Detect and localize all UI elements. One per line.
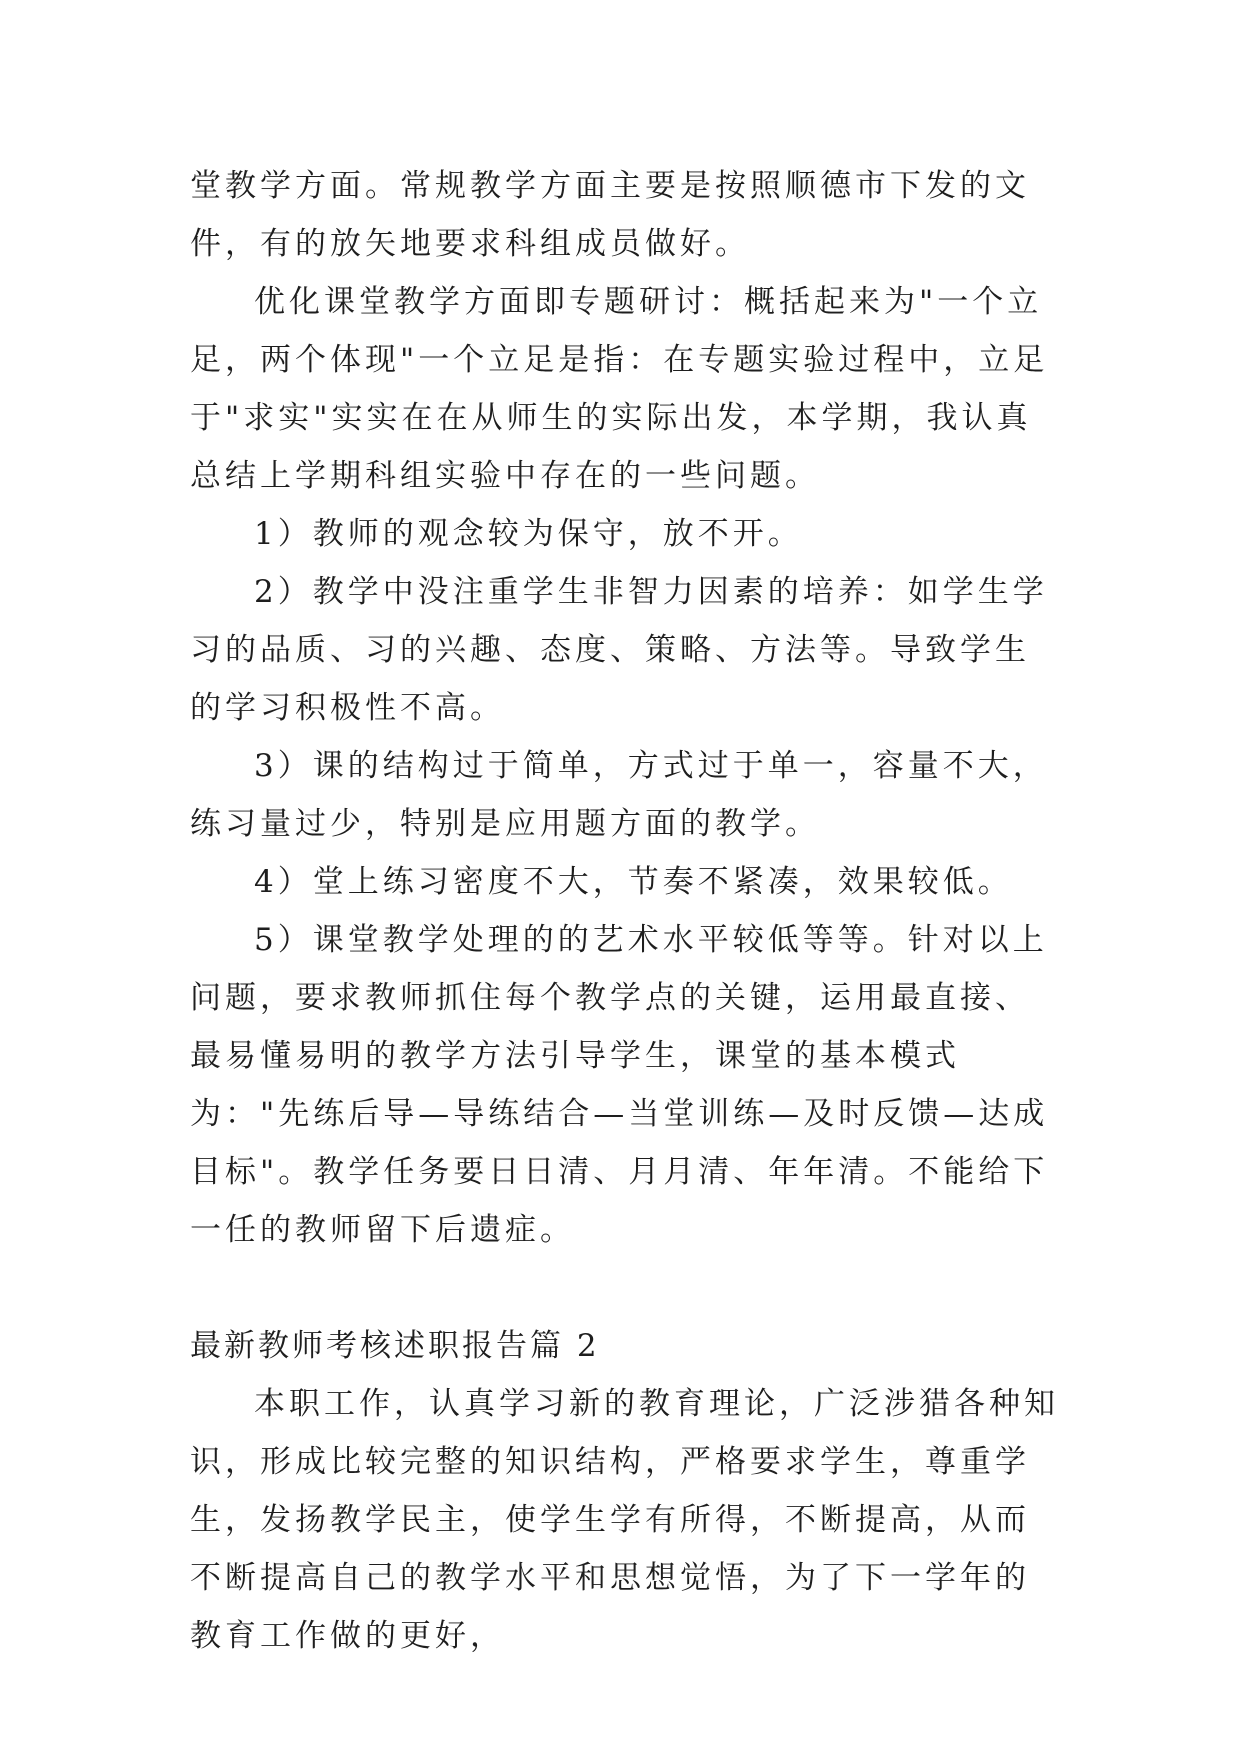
- paragraph-2: 优化课堂教学方面即专题研讨：概括起来为"一个立足，两个体现"一个立足是指：在专题实验过程中，立足于"求实"实实在在从师生的实际出发，本学期，我认真总结上学期科组实验中存在的一些问题。: [190, 284, 1049, 494]
- document-body: [190, 157, 1060, 1665]
- list-item-3: 3）课的结构过于简单，方式过于单一，容量不大，练习量过少，特别是应用题方面的教学。: [190, 748, 1048, 842]
- list-item-5: 5）课堂教学处理的的艺术水平较低等等。针对以上问题，要求教师抓住每个教学点的关键，运用最直接、最易懂易明的教学方法引导学生，课堂的基本模式为："先练后导—导练结合—当堂训练—及时反馈—达成目标"。教学任务要日日清、月月清、年年清。不能给下一任的教师留下后遗症。: [190, 922, 1049, 1248]
- section-heading: 最新教师考核述职报告篇 2: [190, 1328, 600, 1364]
- paragraph-3: 本职工作，认真学习新的教育理论，广泛涉猎各种知识，形成比较完整的知识结构，严格要求学生，尊重学生，发扬教学民主，使学生学有所得，不断提高，从而不断提高自己的教学水平和思想觉悟，为了下一学年的教育工作做的更好，: [190, 1386, 1059, 1654]
- list-item-4: 4）堂上练习密度不大，节奏不紧凑，效果较低。: [254, 864, 1013, 900]
- list-item-2: 2）教学中没注重学生非智力因素的培养：如学生学习的品质、习的兴趣、态度、策略、方法等。导致学生的学习积极性不高。: [190, 574, 1048, 726]
- list-item-1: 1）教师的观念较为保守，放不开。: [254, 516, 803, 552]
- paragraph-1: 堂教学方面。常规教学方面主要是按照顺德市下发的文件，有的放矢地要求科组成员做好。: [190, 168, 1030, 262]
